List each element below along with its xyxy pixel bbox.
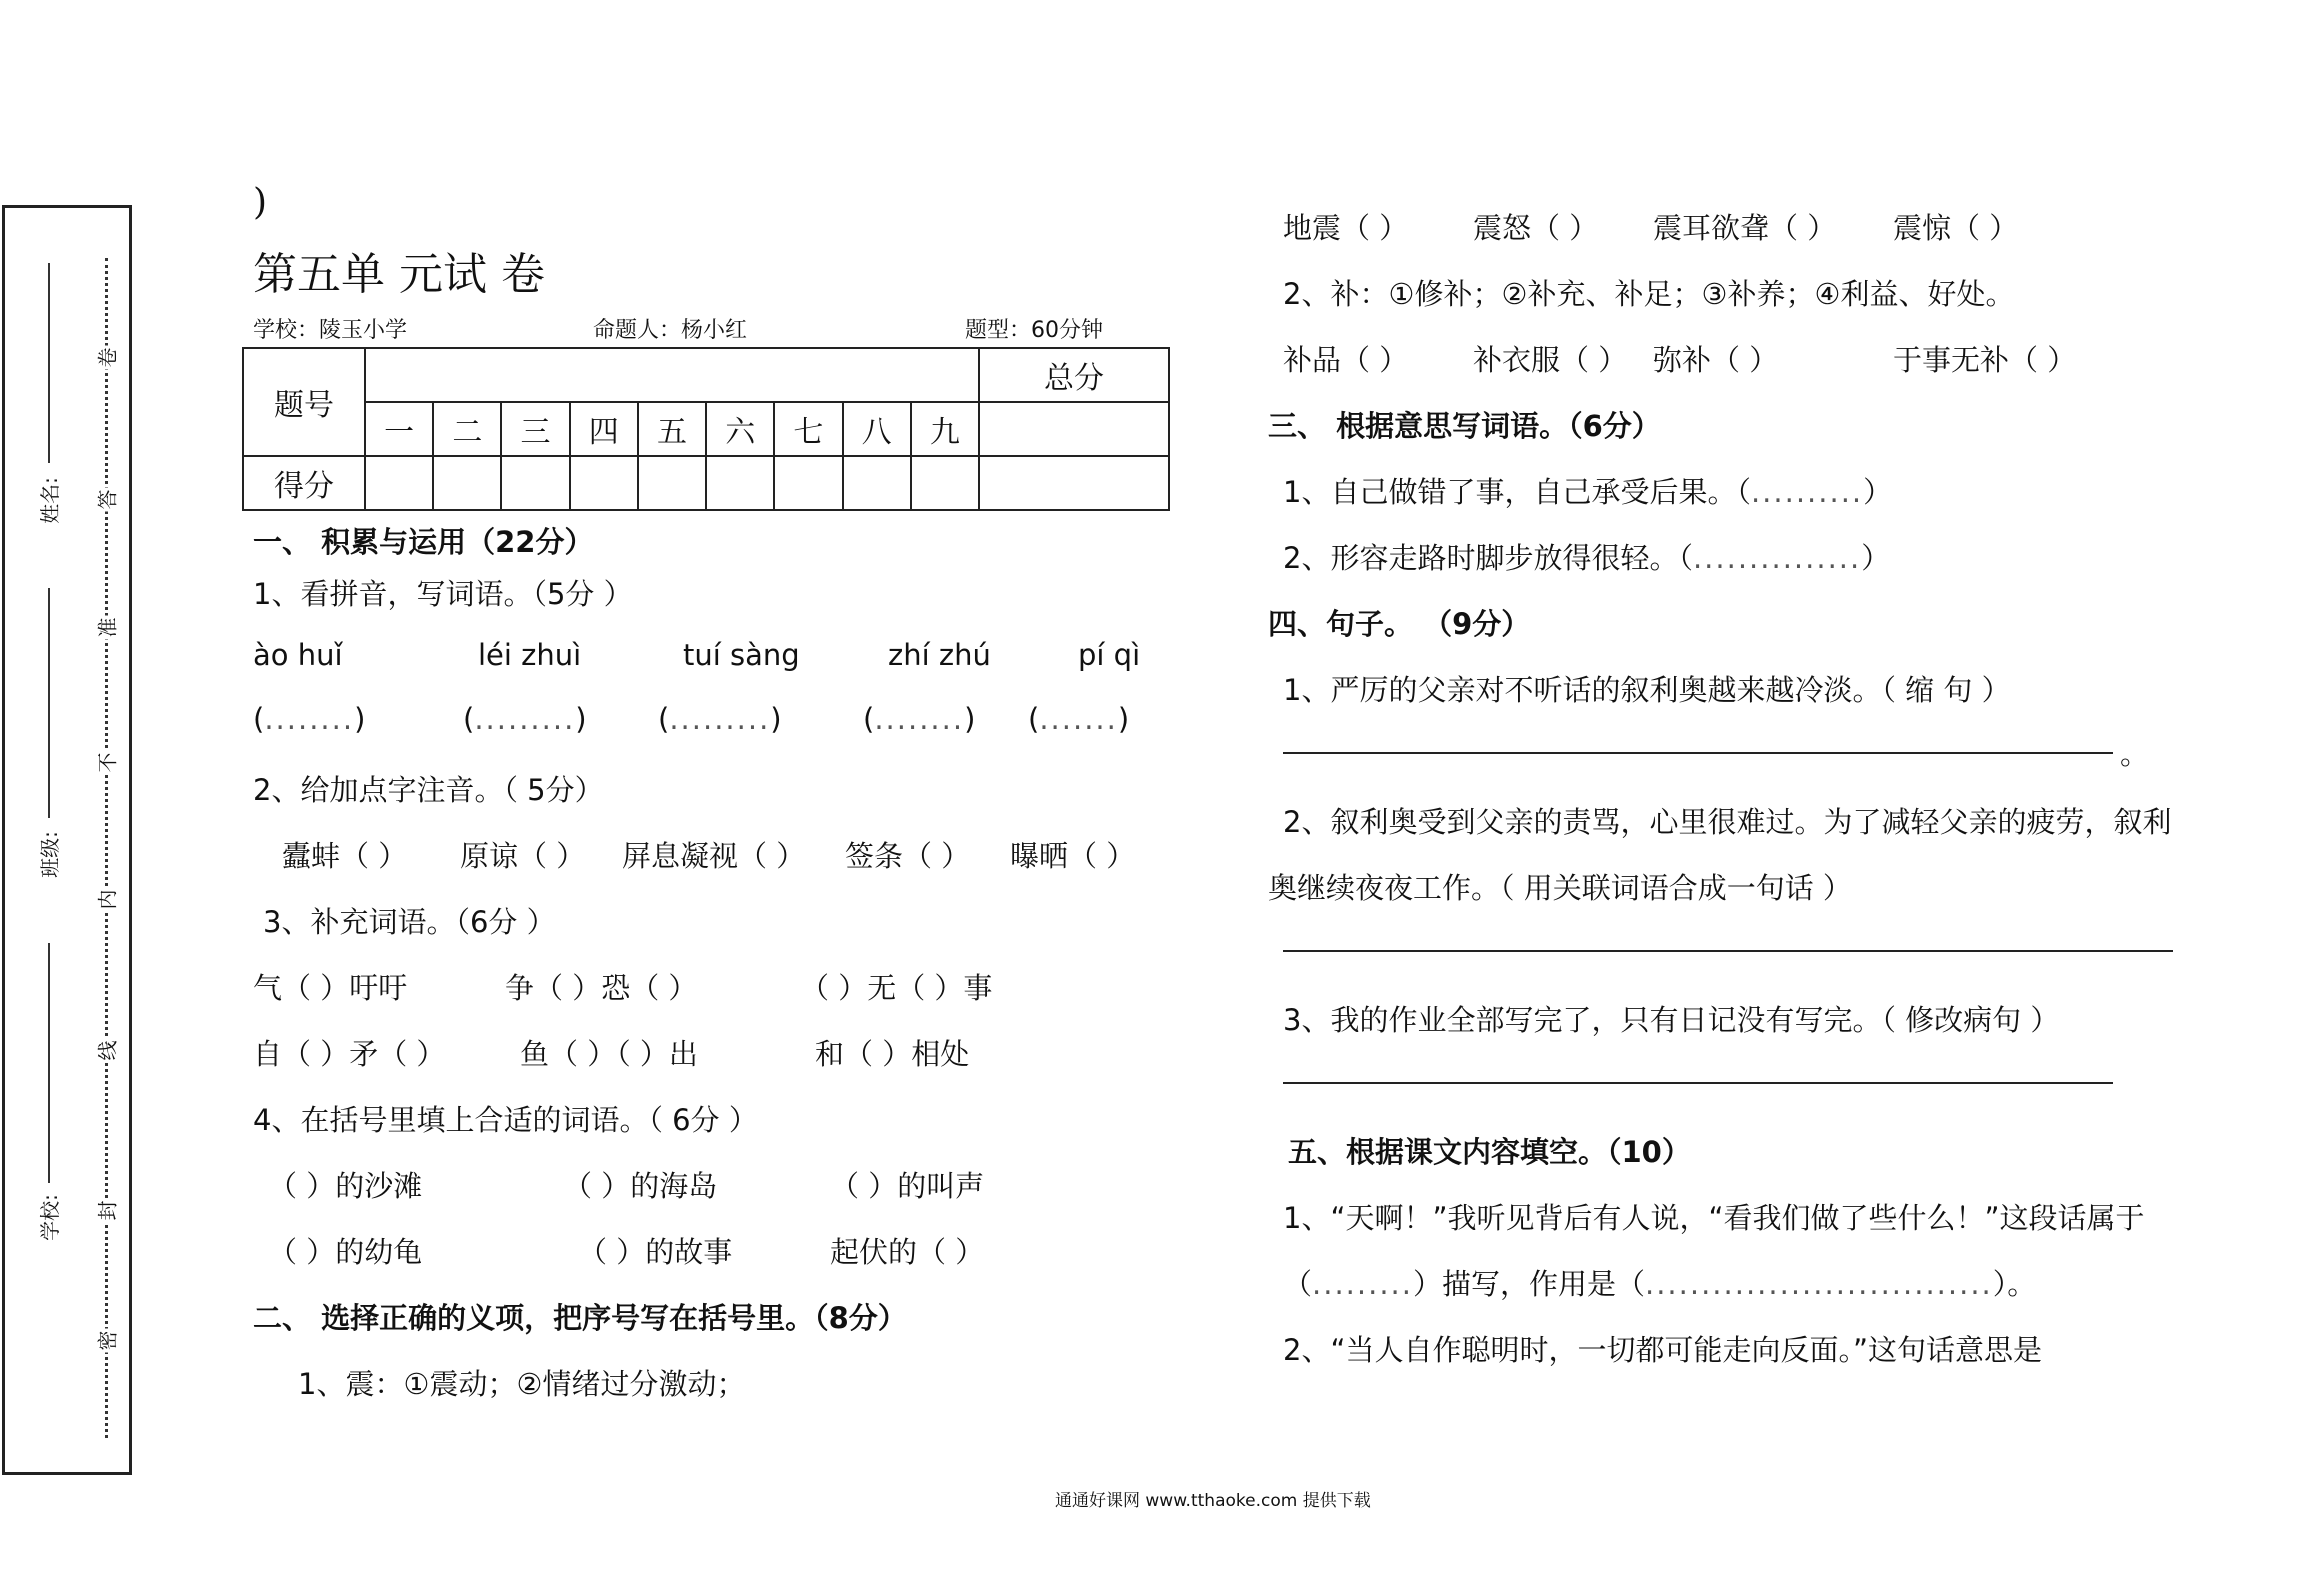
seal-char: 内 bbox=[92, 888, 121, 912]
seal-dotted-line bbox=[105, 258, 108, 1438]
phonetic-item: 曝晒（ ） bbox=[1010, 839, 1136, 873]
zhen-word: 震惊（ ） bbox=[1893, 211, 2019, 245]
answer-blank[interactable]: ............... bbox=[1692, 541, 1862, 575]
answer-blank[interactable]: .......... bbox=[1750, 475, 1864, 509]
answer-blank[interactable]: (........) bbox=[253, 702, 366, 736]
pinyin-item: tuí sàng bbox=[683, 638, 800, 672]
phonetic-item: 原谅（ ） bbox=[460, 839, 586, 873]
answer-line[interactable] bbox=[1283, 950, 2173, 952]
name-label: 姓名: bbox=[34, 477, 63, 524]
bu-word: 补衣服（ ） bbox=[1473, 343, 1628, 377]
phonetic-item: 蠹蚌（ ） bbox=[282, 839, 408, 873]
pinyin-item: pí qì bbox=[1078, 638, 1141, 672]
meaning-question-2-text: 2、形容走路时脚步放得很轻。（ bbox=[1283, 541, 1693, 575]
fill-phrase: 起伏的（ ） bbox=[830, 1235, 985, 1269]
page-title: 第五单 元试 卷 bbox=[253, 249, 545, 300]
question-numeral: 六 bbox=[706, 402, 774, 456]
seal-char: 封 bbox=[92, 1199, 121, 1223]
score-cell[interactable] bbox=[706, 456, 774, 510]
section-1-heading: 一、 积累与运用（22分） bbox=[253, 525, 594, 559]
question-numeral: 五 bbox=[638, 402, 706, 456]
fill-phrase: （ ）的幼龟 bbox=[268, 1235, 423, 1269]
zhen-word: 震怒（ ） bbox=[1473, 211, 1599, 245]
bu-word: 于事无补（ ） bbox=[1893, 343, 2077, 377]
fill-phrase: （ ）的故事 bbox=[578, 1235, 733, 1269]
section-4-heading: 四、句子。 （9分） bbox=[1268, 607, 1531, 641]
bu-definition: 2、补：①修补；②补充、补足；③补养；④利益、好处。 bbox=[1283, 277, 2015, 311]
score-cell[interactable] bbox=[570, 456, 638, 510]
open-paren: （ bbox=[1283, 1267, 1313, 1301]
fill-phrase: （ ）的叫声 bbox=[830, 1169, 985, 1203]
total-score-cell[interactable] bbox=[979, 402, 1169, 456]
question-numeral: 一 bbox=[365, 402, 433, 456]
total-score-value-cell[interactable] bbox=[979, 456, 1169, 510]
school-label: 学校: bbox=[34, 1194, 63, 1241]
score-cell[interactable] bbox=[433, 456, 501, 510]
school-info: 学校：陵玉小学 bbox=[253, 318, 408, 343]
seal-char: 准 bbox=[92, 616, 121, 640]
school-fill-line bbox=[48, 943, 50, 1183]
question-numeral: 二 bbox=[433, 402, 501, 456]
score-cell[interactable] bbox=[911, 456, 979, 510]
question-numeral: 八 bbox=[843, 402, 911, 456]
idiom-item: 争（ ）恐（ ） bbox=[505, 971, 698, 1005]
class-label: 班级: bbox=[34, 831, 63, 878]
text-question-1-end: ）。 bbox=[1992, 1267, 2037, 1301]
seal-char: 答 bbox=[92, 488, 121, 512]
question-numeral: 三 bbox=[501, 402, 569, 456]
meaning-question-1-text: 1、自己做错了事，自己承受后果。（ bbox=[1283, 475, 1751, 509]
zhen-word: 地震（ ） bbox=[1283, 211, 1409, 245]
period-mark: 。 bbox=[2120, 737, 2150, 771]
question-4: 4、在括号里填上合适的词语。（ 6分 ） bbox=[253, 1103, 758, 1137]
text-question-1: 1、“天啊！”我听见背后有人说，“看我们做了些什么！”这段话属于 bbox=[1283, 1201, 2145, 1235]
pinyin-item: zhí zhú bbox=[888, 638, 991, 672]
question-numeral: 七 bbox=[774, 402, 842, 456]
seal-char: 不 bbox=[92, 751, 121, 775]
pinyin-item: ào huǐ bbox=[253, 638, 343, 672]
score-cell[interactable] bbox=[843, 456, 911, 510]
answer-blank[interactable]: (.........) bbox=[658, 702, 782, 736]
meaning-question-2 bbox=[1283, 536, 1890, 577]
question-3: 3、补充词语。（6分 ） bbox=[263, 905, 556, 939]
idiom-item: 鱼（ ）（ ）出 bbox=[520, 1037, 698, 1071]
score-cell[interactable] bbox=[774, 456, 842, 510]
name-fill-line bbox=[48, 263, 50, 463]
close-paren: ） bbox=[1861, 541, 1891, 575]
bu-word: 弥补（ ） bbox=[1653, 343, 1779, 377]
meaning-question-1 bbox=[1283, 470, 1892, 511]
bu-word: 补品（ ） bbox=[1283, 343, 1409, 377]
seal-char: 密 bbox=[92, 1329, 121, 1353]
text-question-2: 2、“当人自作聪明时，一切都可能走向反面。”这句话意思是 bbox=[1283, 1333, 2042, 1367]
score-row-header: 得分 bbox=[243, 456, 365, 510]
total-score-header: 总分 bbox=[979, 348, 1169, 402]
footer-credit: 通通好课网 www.tthaoke.com 提供下载 bbox=[1055, 1491, 1371, 1511]
sentence-question-2-cont: 奥继续夜夜工作。（ 用关联词语合成一句话 ） bbox=[1268, 871, 1852, 905]
fill-phrase: （ ）的海岛 bbox=[563, 1169, 718, 1203]
sentence-question-1: 1、严厉的父亲对不听话的叙利奥越来越冷淡。（ 缩 句 ） bbox=[1283, 673, 2011, 707]
section-3-heading: 三、 根据意思写词语。（6分） bbox=[1268, 409, 1661, 443]
question-1: 1、看拼音，写词语。（5分 ） bbox=[253, 577, 633, 611]
question-numeral: 九 bbox=[911, 402, 979, 456]
question-number-header: 题号 bbox=[243, 348, 365, 456]
author-info: 命题人：杨小红 bbox=[593, 318, 748, 343]
table-header-blank bbox=[365, 348, 979, 402]
binding-strip bbox=[2, 205, 132, 1475]
answer-blank[interactable]: (.......) bbox=[1028, 702, 1130, 736]
answer-line[interactable] bbox=[1283, 752, 2113, 754]
phonetic-item: 屏息凝视（ ） bbox=[622, 839, 806, 873]
stray-paren: ) bbox=[253, 182, 268, 223]
score-cell[interactable] bbox=[638, 456, 706, 510]
question-numeral: 四 bbox=[570, 402, 638, 456]
sentence-question-2: 2、叙利奥受到父亲的责骂，心里很难过。为了减轻父亲的疲劳，叙利 bbox=[1283, 805, 2172, 839]
class-fill-line bbox=[48, 588, 50, 818]
text-question-1-cont bbox=[1283, 1262, 2036, 1303]
answer-blank[interactable]: ............................... bbox=[1645, 1267, 1993, 1301]
score-cell[interactable] bbox=[501, 456, 569, 510]
section-2-heading: 二、 选择正确的义项，把序号写在括号里。（8分） bbox=[253, 1301, 907, 1335]
zhen-word: 震耳欲聋（ ） bbox=[1653, 211, 1837, 245]
section-5-heading: 五、根据课文内容填空。（10） bbox=[1288, 1135, 1691, 1169]
idiom-item: 和（ ）相处 bbox=[815, 1037, 970, 1071]
answer-blank[interactable]: (.........) bbox=[463, 702, 587, 736]
close-paren: ） bbox=[1863, 475, 1893, 509]
answer-line[interactable] bbox=[1283, 1082, 2113, 1084]
idiom-item: （ ）无（ ）事 bbox=[800, 971, 993, 1005]
answer-blank[interactable]: (........) bbox=[863, 702, 976, 736]
seal-char: 线 bbox=[92, 1039, 121, 1063]
sentence-question-3: 3、我的作业全部写完了，只有日记没有写完。（ 修改病句 ） bbox=[1283, 1003, 2060, 1037]
zhen-definition: 1、震：①震动；②情绪过分激动； bbox=[298, 1367, 746, 1401]
pinyin-item: léi zhuì bbox=[478, 638, 582, 672]
duration-info: 题型：60分钟 bbox=[965, 318, 1103, 343]
phonetic-item: 签条（ ） bbox=[845, 839, 971, 873]
answer-blank[interactable]: ......... bbox=[1312, 1267, 1413, 1301]
seal-char: 卷 bbox=[92, 346, 121, 370]
score-cell[interactable] bbox=[365, 456, 433, 510]
idiom-item: 自（ ）矛（ ） bbox=[253, 1037, 446, 1071]
question-2: 2、给加点字注音。（ 5分） bbox=[253, 773, 604, 807]
score-table bbox=[242, 347, 1170, 511]
fill-phrase: （ ）的沙滩 bbox=[268, 1169, 423, 1203]
idiom-item: 气（ ）吁吁 bbox=[253, 971, 408, 1005]
text-question-1-mid: ）描写，作用是（ bbox=[1412, 1267, 1645, 1301]
